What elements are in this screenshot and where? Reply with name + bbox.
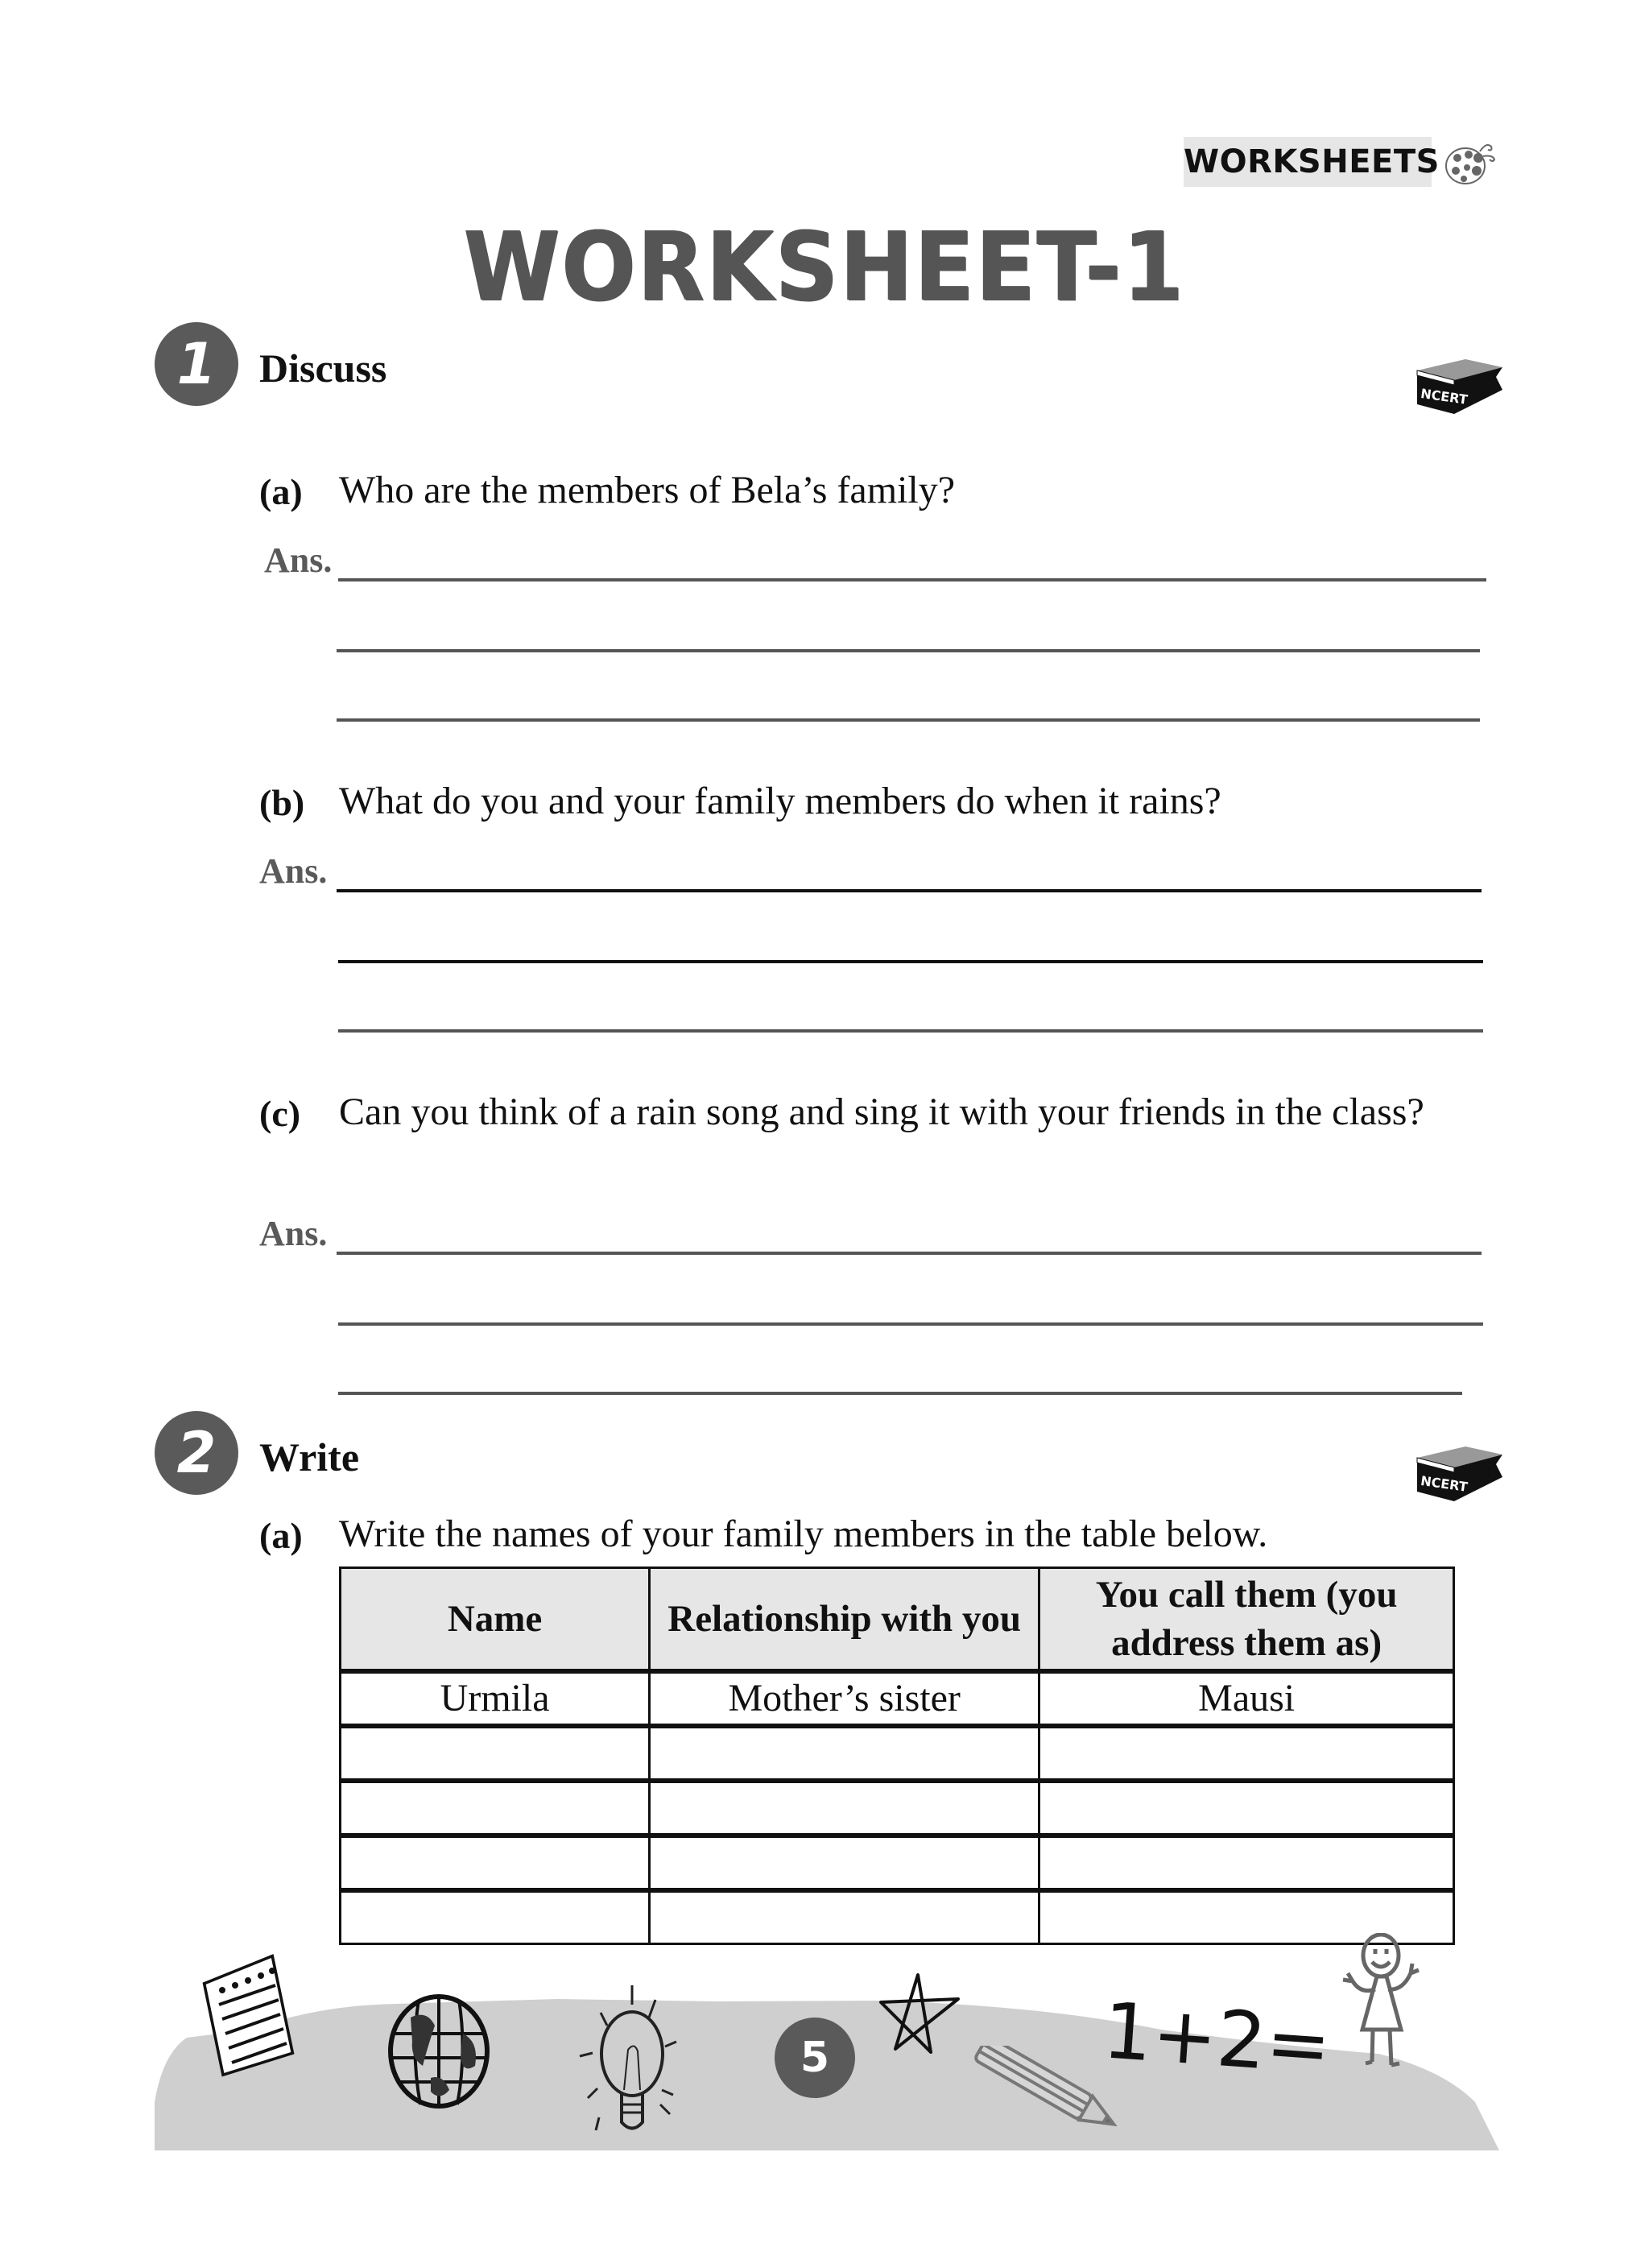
answer-line[interactable]: [337, 889, 1482, 892]
page-number: 5: [775, 2018, 855, 2098]
header-name: Name: [341, 1568, 650, 1672]
q2a-label: (a): [259, 1515, 303, 1556]
table-header-row: [341, 1568, 1454, 1672]
section-1-badge: 1: [155, 322, 238, 406]
cell-address-as[interactable]: [1039, 1726, 1454, 1781]
table-row: [341, 1781, 1454, 1836]
header-address-as: You call them (you address them as): [1039, 1568, 1454, 1672]
table-row: [341, 1890, 1454, 1944]
section-1-title: Discuss: [259, 346, 387, 391]
cell-address-as[interactable]: [1039, 1781, 1454, 1836]
cell-name[interactable]: [341, 1890, 650, 1944]
ncert-label: NCERT: [1420, 1472, 1469, 1495]
lightbulb-icon: [572, 1985, 692, 2146]
section-2-badge: 2: [155, 1411, 238, 1495]
q1b-label: (b): [259, 782, 305, 823]
section-2-title: Write: [259, 1434, 360, 1480]
worksheets-tag: WORKSHEETS: [1184, 137, 1432, 187]
q1c-text: Can you think of a rain song and sing it with your friends in the class?: [339, 1091, 1424, 1133]
cell-relationship[interactable]: [650, 1836, 1039, 1890]
cell-relationship[interactable]: [650, 1726, 1039, 1781]
star-icon: [878, 1972, 966, 2060]
q2a-text: Write the names of your family members in the table below.: [339, 1513, 1268, 1555]
q1a-label: (a): [259, 471, 303, 512]
answer-line[interactable]: [337, 718, 1480, 722]
header-relationship: Relationship with you: [650, 1568, 1039, 1672]
globe-icon: [386, 1993, 491, 2110]
q1a-answer-label: Ans.: [264, 540, 333, 580]
page-title: WORKSHEET-1: [463, 211, 1186, 322]
q1c-answer-label: Ans.: [259, 1214, 328, 1253]
answer-line[interactable]: [338, 1392, 1462, 1395]
answer-line[interactable]: [338, 960, 1483, 963]
q1b-answer-label: Ans.: [259, 851, 328, 891]
stick-figure-icon: [1337, 1933, 1425, 2074]
math-doodle: 1+2=: [1100, 1985, 1334, 2092]
answer-line[interactable]: [338, 1322, 1483, 1326]
cell-relationship[interactable]: Mother’s sister: [650, 1671, 1039, 1726]
answer-line[interactable]: [338, 578, 1486, 581]
cell-address-as[interactable]: Mausi: [1039, 1671, 1454, 1726]
cell-relationship[interactable]: [650, 1781, 1039, 1836]
table-row: [341, 1726, 1454, 1781]
table-row: [341, 1671, 1454, 1726]
cell-name[interactable]: [341, 1836, 650, 1890]
cell-relationship[interactable]: [650, 1890, 1039, 1944]
ncert-label: NCERT: [1420, 385, 1469, 408]
ncert-book-icon: [1409, 353, 1506, 417]
cell-name[interactable]: [341, 1726, 650, 1781]
cell-name[interactable]: [341, 1781, 650, 1836]
q1b-text: What do you and your family members do when it rains?: [339, 780, 1221, 822]
ncert-book-icon: [1409, 1440, 1506, 1504]
answer-line[interactable]: [337, 1252, 1482, 1255]
cell-name[interactable]: Urmila: [341, 1671, 650, 1726]
answer-line[interactable]: [338, 1029, 1483, 1033]
family-members-table: [339, 1566, 1455, 1945]
ladybug-icon: [1441, 135, 1498, 188]
table-row: [341, 1836, 1454, 1890]
q1c-label: (c): [259, 1093, 301, 1134]
answer-line[interactable]: [337, 649, 1480, 652]
notepad-icon: [201, 1953, 298, 2090]
cell-address-as[interactable]: [1039, 1836, 1454, 1890]
q1a-text: Who are the members of Bela’s family?: [339, 469, 956, 511]
